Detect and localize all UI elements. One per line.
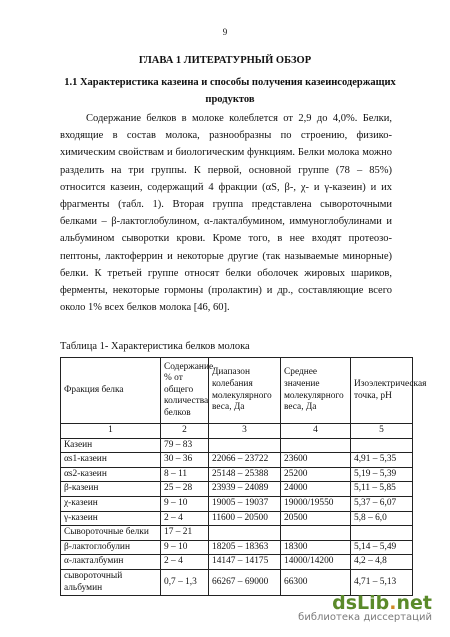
table-cell: 9 – 10: [161, 540, 209, 555]
table-cell: 79 – 83: [161, 438, 209, 453]
header-content: Содержание, % от общего количества белков: [161, 358, 209, 424]
table-cell: [281, 438, 351, 453]
page-number: 9: [222, 27, 228, 37]
col-number: 3: [209, 424, 281, 439]
logo-main: dsLib: [332, 592, 390, 614]
table-cell: [209, 526, 281, 541]
table-cell: 18300: [281, 540, 351, 555]
table-cell: 23600: [281, 453, 351, 468]
table-row: [61, 511, 413, 526]
table-cell: χ-казеин: [61, 496, 161, 511]
table-cell: 4,91 – 5,35: [351, 453, 413, 468]
header-mw-mean: Среднее значение молекулярного веса, Да: [281, 358, 351, 424]
table-cell: 11600 – 20500: [209, 511, 281, 526]
table-cell: αs1-казеин: [61, 453, 161, 468]
table-cell: [281, 526, 351, 541]
paragraph-text: Содержание белков в молоке колеблется от 2,9 до 4,0%. Белки, входящие в состав молока, разнообразны по строению, физико-химическим свойствам и биологическим функциям. Белки молока можно разделить на три группы. К первой, основной группе (78 – 85%) относится казеин, содержащий 4 фракции (αS, β-, χ- и γ-казеин) и их фрагменты (табл. 1). Вторая группа представлена сывороточными белками – β-лактоглобулином, α-лакталбумином, иммуноглобулинами и альбумином сыворотки крови. Кроме того, в нее входят протеозо-пептоны, лактоферрин и некоторые другие (так называемые минорные) белки. К третьей группе относят белки оболочек жировых шариков, ферменты, некоторые гормоны (пролактин) и др., составляющие всего около 1% всех белков молока [46, 60].: [60, 113, 392, 314]
table-cell: [351, 438, 413, 453]
logo-tld: net: [396, 592, 432, 614]
header-fraction: Фракция белка: [61, 358, 161, 424]
table-cell: 25148 – 25388: [209, 467, 281, 482]
table-cell: 5,8 – 6,0: [351, 511, 413, 526]
section-title: 1.1 Характеристика казеина и способы получения казеинсодержащих продуктов: [64, 77, 396, 105]
table-row: [61, 482, 413, 497]
table-number-row: [61, 424, 413, 439]
col-number: 1: [61, 424, 161, 439]
logo-dot: .: [389, 592, 397, 614]
milk-proteins-table: [60, 357, 427, 596]
table-cell: 25 – 28: [161, 482, 209, 497]
table-cell: γ-казеин: [61, 511, 161, 526]
table-cell: 19000/19550: [281, 496, 351, 511]
table-row: [61, 438, 413, 453]
table-cell: α-лакталбумин: [61, 555, 161, 570]
table-cell: 22066 – 23722: [209, 453, 281, 468]
table-row: [61, 496, 413, 511]
table-cell: 0,7 – 1,3: [161, 569, 209, 595]
table-caption: Таблица 1- Характеристика белков молока: [60, 341, 250, 352]
table-row: [61, 555, 413, 570]
dslib-watermark[interactable]: [298, 592, 432, 623]
table-cell: [351, 526, 413, 541]
table-cell: 23939 – 24089: [209, 482, 281, 497]
table-cell: Казеин: [61, 438, 161, 453]
table-cell: [209, 438, 281, 453]
table-cell: 66267 – 69000: [209, 569, 281, 595]
col-number: 4: [281, 424, 351, 439]
table-cell: 5,37 – 6,07: [351, 496, 413, 511]
table-cell: 20500: [281, 511, 351, 526]
table-row: [61, 467, 413, 482]
table-cell: β-лактоглобулин: [61, 540, 161, 555]
table-cell: 5,19 – 5,39: [351, 467, 413, 482]
table-cell: 14147 – 14175: [209, 555, 281, 570]
table-cell: 18205 – 18363: [209, 540, 281, 555]
table-cell: 25200: [281, 467, 351, 482]
col-number: 2: [161, 424, 209, 439]
header-isoelectric: Изоэлектрическая точка, pH: [351, 358, 413, 424]
table-cell: β-казеин: [61, 482, 161, 497]
table-cell: αs2-казеин: [61, 467, 161, 482]
table-cell: 9 – 10: [161, 496, 209, 511]
table-header-row: [61, 358, 413, 424]
dslib-logo: [298, 592, 432, 614]
table-cell: 5,11 – 5,85: [351, 482, 413, 497]
table-cell: 30 – 36: [161, 453, 209, 468]
table-cell: 14000/14200: [281, 555, 351, 570]
table-cell: 17 – 21: [161, 526, 209, 541]
col-number: 5: [351, 424, 413, 439]
table-cell: 19005 – 19037: [209, 496, 281, 511]
table-row: [61, 540, 413, 555]
table-cell: сывороточный альбумин: [61, 569, 161, 595]
table-cell: 66300: [281, 569, 351, 595]
header-mw-range: Диапазон колебания молекулярного веса, Да: [209, 358, 281, 424]
chapter-title: ГЛАВА 1 ЛИТЕРАТУРНЫЙ ОБЗОР: [138, 55, 312, 66]
table-cell: 24000: [281, 482, 351, 497]
table-cell: Сывороточные белки: [61, 526, 161, 541]
body-paragraph: [60, 110, 392, 316]
table-cell: 4,71 – 5,13: [351, 569, 413, 595]
table-cell: 2 – 4: [161, 555, 209, 570]
table-row: [61, 453, 413, 468]
table-cell: 4,2 – 4,8: [351, 555, 413, 570]
table-cell: 8 – 11: [161, 467, 209, 482]
watermark-subtitle: библиотека диссертаций: [298, 612, 432, 623]
table-row: [61, 526, 413, 541]
table-cell: 2 – 4: [161, 511, 209, 526]
table-cell: 5,14 – 5,49: [351, 540, 413, 555]
